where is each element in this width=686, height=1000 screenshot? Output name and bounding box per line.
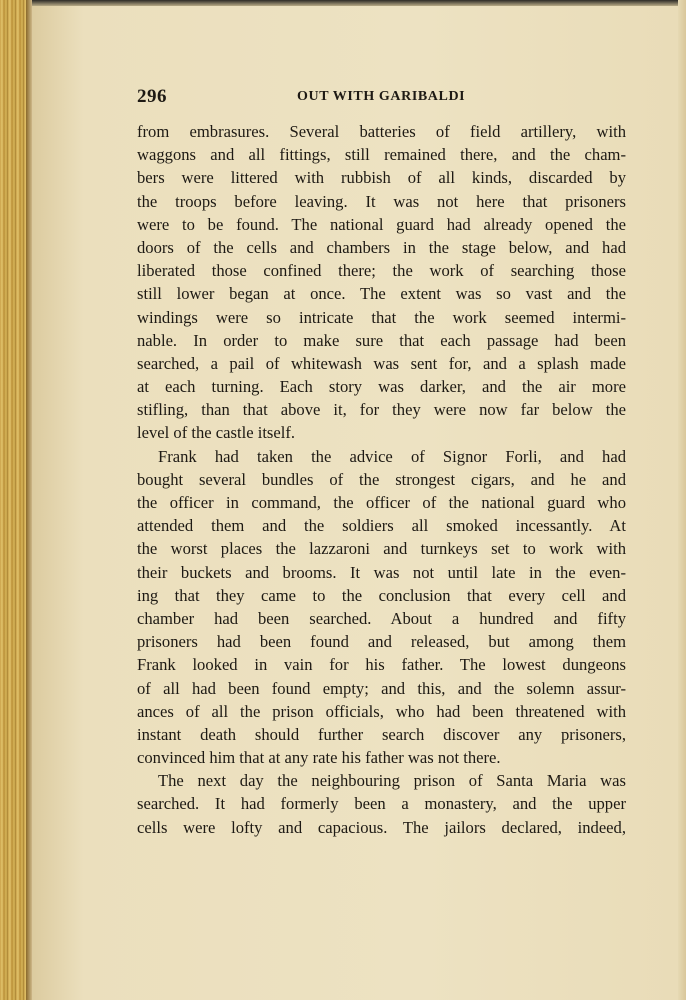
page-header (137, 86, 626, 108)
text-line: liberated those confined there; the work of searching those (137, 261, 626, 281)
text-line: bought several bundles of the strongest cigars, and he and (137, 469, 626, 489)
page-right-edge (678, 0, 686, 1000)
text-line: were to be found. The national guard had already opened the (137, 214, 626, 234)
text-line: the troops before leaving. It was not here that prisoners (137, 191, 626, 211)
text-line: the worst places the lazzaroni and turnkeys set to work with (137, 539, 626, 559)
text-line: ing that they came to the conclusion that every cell and (137, 585, 626, 605)
book-binding (0, 0, 32, 1000)
text-line: doors of the cells and chambers in the stage below, and had (137, 237, 626, 257)
body-text (137, 120, 626, 839)
text-line: Frank looked in vain for his father. The lowest dungeons (137, 655, 626, 675)
text-line: still lower began at once. The extent was so vast and the (137, 284, 626, 304)
text-line: stifling, than that above it, for they were now far below the (137, 400, 626, 420)
text-line: instant death should further search discover any prisoners, (137, 724, 626, 744)
text-line: the officer in command, the officer of the national guard who (137, 493, 626, 512)
text-line: bers were littered with rubbish of all kinds, discarded by (137, 168, 626, 188)
text-line: their buckets and brooms. It was not until late in the even- (137, 562, 626, 582)
text-line: from embrasures. Several batteries of field artillery, with (137, 122, 626, 141)
paragraph-start-line: Frank had taken the advice of Signor Forli, and had (158, 446, 626, 466)
text-line: attended them and the soldiers all smoked incessantly. At (137, 516, 626, 536)
text-line: searched. It had formerly been a monastery, and the upper (137, 794, 626, 814)
page-number: 296 (137, 86, 167, 107)
text-line: searched, a pail of whitewash was sent for, and a splash made (137, 353, 626, 373)
running-title: OUT WITH GARIBALDI (297, 89, 466, 104)
text-line: at each turning. Each story was darker, and the air more (137, 377, 626, 397)
text-line: prisoners had been found and released, but among them (137, 632, 626, 652)
text-line: nable. In order to make sure that each passage had been (137, 330, 626, 350)
text-line: windings were so intricate that the work seemed intermi- (137, 307, 626, 327)
text-line: convinced him that at any rate his father was not there. (137, 748, 501, 768)
text-line: ances of all the prison officials, who had been threatened with (137, 701, 626, 721)
paragraph-start-line: The next day the neighbouring prison of Santa Maria was (158, 771, 626, 791)
text-line: level of the castle itself. (137, 423, 296, 443)
text-line: cells were lofty and capacious. The jailors declared, indeed, (137, 817, 626, 837)
text-line: waggons and all fittings, still remained there, and the cham- (137, 145, 626, 165)
text-line: chamber had been searched. About a hundred and fifty (137, 608, 626, 628)
text-line: of all had been found empty; and this, and the solemn assur- (137, 678, 626, 698)
